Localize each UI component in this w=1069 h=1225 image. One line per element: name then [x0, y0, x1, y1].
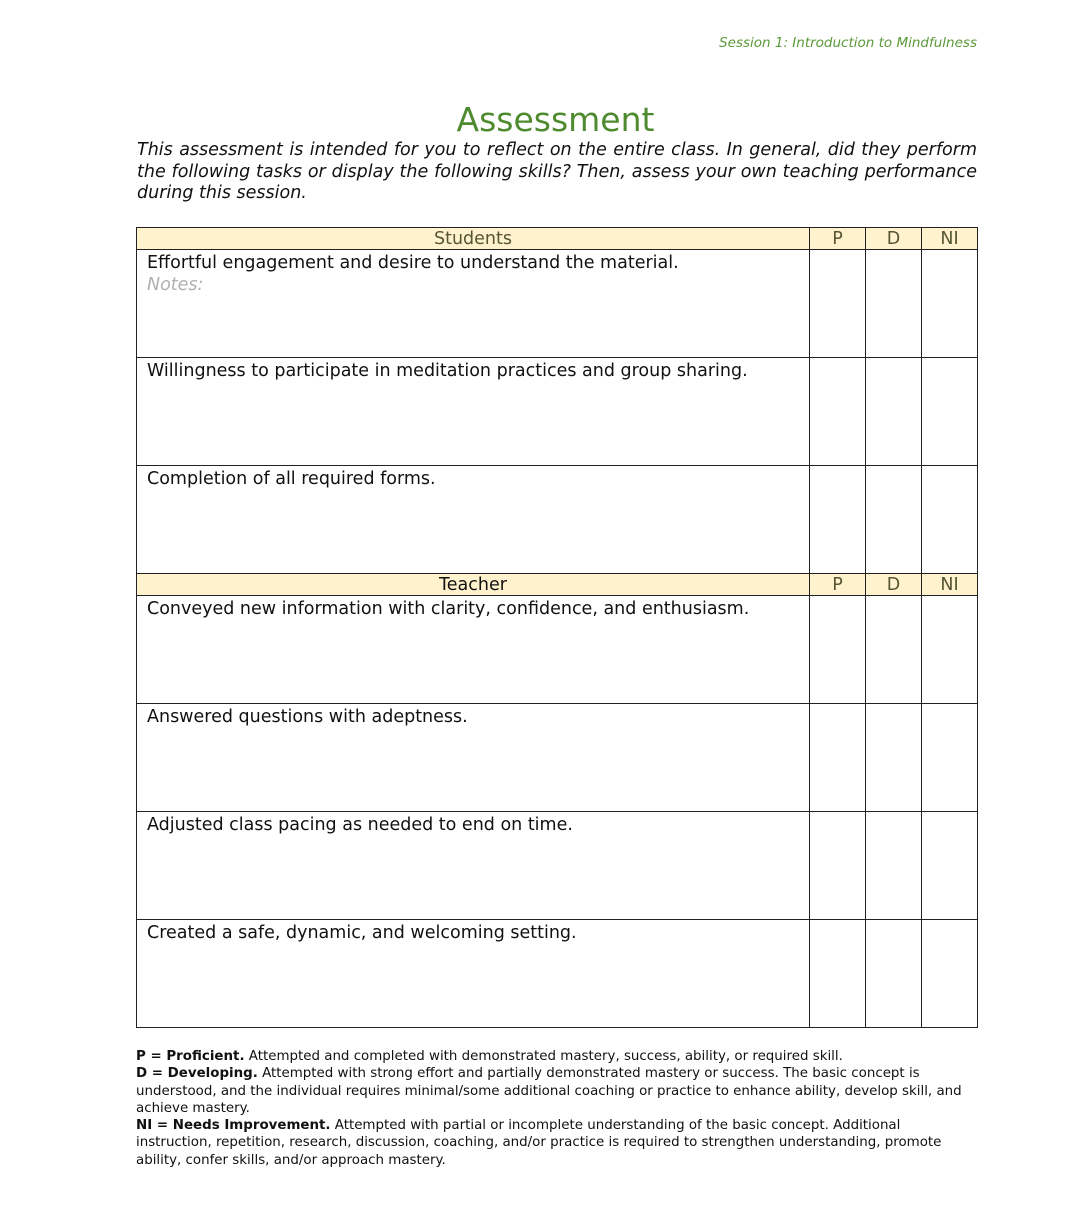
rating-cell-ni[interactable] [922, 812, 978, 920]
rating-legend [136, 1048, 978, 1169]
rating-cell-p[interactable] [810, 704, 866, 812]
item-cell [137, 250, 810, 358]
page-title: Assessment [456, 100, 655, 139]
notes-label: Notes: [147, 275, 204, 295]
running-header: Session 1: Introduction to Mindfulness [719, 35, 977, 51]
column-p-heading: P [810, 574, 866, 596]
rating-cell-ni[interactable] [922, 596, 978, 704]
table-row [137, 250, 978, 358]
legend-description: Attempted with strong effort and partially demonstrated mastery or success. The basic concept is understood, and the individual requires minimal/some additional coaching or practice to enhance ability, develop skill, and achieve mastery. [136, 1066, 962, 1116]
legend-term: P = Proficient. [136, 1049, 245, 1064]
rating-cell-d[interactable] [866, 250, 922, 358]
assessment-table [136, 227, 978, 1028]
table-row [137, 812, 978, 920]
table-row [137, 466, 978, 574]
item-text: Conveyed new information with clarity, confidence, and enthusiasm. [147, 599, 750, 619]
column-ni-heading: NI [922, 574, 978, 596]
rating-cell-d[interactable] [866, 920, 922, 1028]
rating-cell-p[interactable] [810, 596, 866, 704]
teacher-header-row [137, 574, 978, 596]
item-cell [137, 704, 810, 812]
column-ni-heading: NI [922, 228, 978, 250]
item-cell [137, 358, 810, 466]
column-d-heading: D [866, 574, 922, 596]
rating-cell-p[interactable] [810, 358, 866, 466]
column-p-heading: P [810, 228, 866, 250]
rating-cell-ni[interactable] [922, 358, 978, 466]
rating-cell-p[interactable] [810, 920, 866, 1028]
item-text: Completion of all required forms. [147, 469, 436, 489]
table-row [137, 704, 978, 812]
rating-cell-d[interactable] [866, 704, 922, 812]
rating-cell-ni[interactable] [922, 466, 978, 574]
legend-developing [136, 1065, 978, 1117]
teacher-heading: Teacher [137, 574, 810, 596]
students-heading: Students [137, 228, 810, 250]
item-cell [137, 812, 810, 920]
item-text: Effortful engagement and desire to understand the material. [147, 253, 679, 273]
table-row [137, 596, 978, 704]
rating-cell-d[interactable] [866, 358, 922, 466]
rating-cell-d[interactable] [866, 596, 922, 704]
item-text: Adjusted class pacing as needed to end on time. [147, 815, 573, 835]
rating-cell-p[interactable] [810, 466, 866, 574]
rating-cell-p[interactable] [810, 250, 866, 358]
item-cell [137, 596, 810, 704]
legend-term: NI = Needs Improvement. [136, 1118, 331, 1134]
item-cell [137, 466, 810, 574]
item-text: Willingness to participate in meditation practices and group sharing. [147, 361, 748, 381]
legend-needs-improvement [136, 1117, 978, 1169]
rating-cell-p[interactable] [810, 812, 866, 920]
legend-description: Attempted and completed with demonstrated mastery, success, ability, or required skill. [244, 1049, 843, 1064]
rating-cell-ni[interactable] [922, 920, 978, 1028]
rating-cell-d[interactable] [866, 812, 922, 920]
rating-cell-ni[interactable] [922, 704, 978, 812]
table-row [137, 358, 978, 466]
table-row [137, 920, 978, 1028]
legend-term: D = Developing. [136, 1066, 258, 1082]
rating-cell-ni[interactable] [922, 250, 978, 358]
item-text: Created a safe, dynamic, and welcoming setting. [147, 923, 577, 943]
students-header-row [137, 228, 978, 250]
item-text: Answered questions with adeptness. [147, 707, 468, 727]
column-d-heading: D [866, 228, 922, 250]
rating-cell-d[interactable] [866, 466, 922, 574]
intro-paragraph: This assessment is intended for you to reflect on the entire class. In general, did they perform the following tasks or display the following skills? Then, assess your own teaching performance during this session. [137, 140, 977, 203]
item-cell [137, 920, 810, 1028]
legend-proficient [136, 1048, 978, 1065]
legend-description: Attempted with partial or incomplete understanding of the basic concept. Additional instruction, repetition, research, discussion, coaching, and/or practice is required to strengthen understanding, promote ability, confer skills, and/or approach mastery. [136, 1118, 942, 1168]
